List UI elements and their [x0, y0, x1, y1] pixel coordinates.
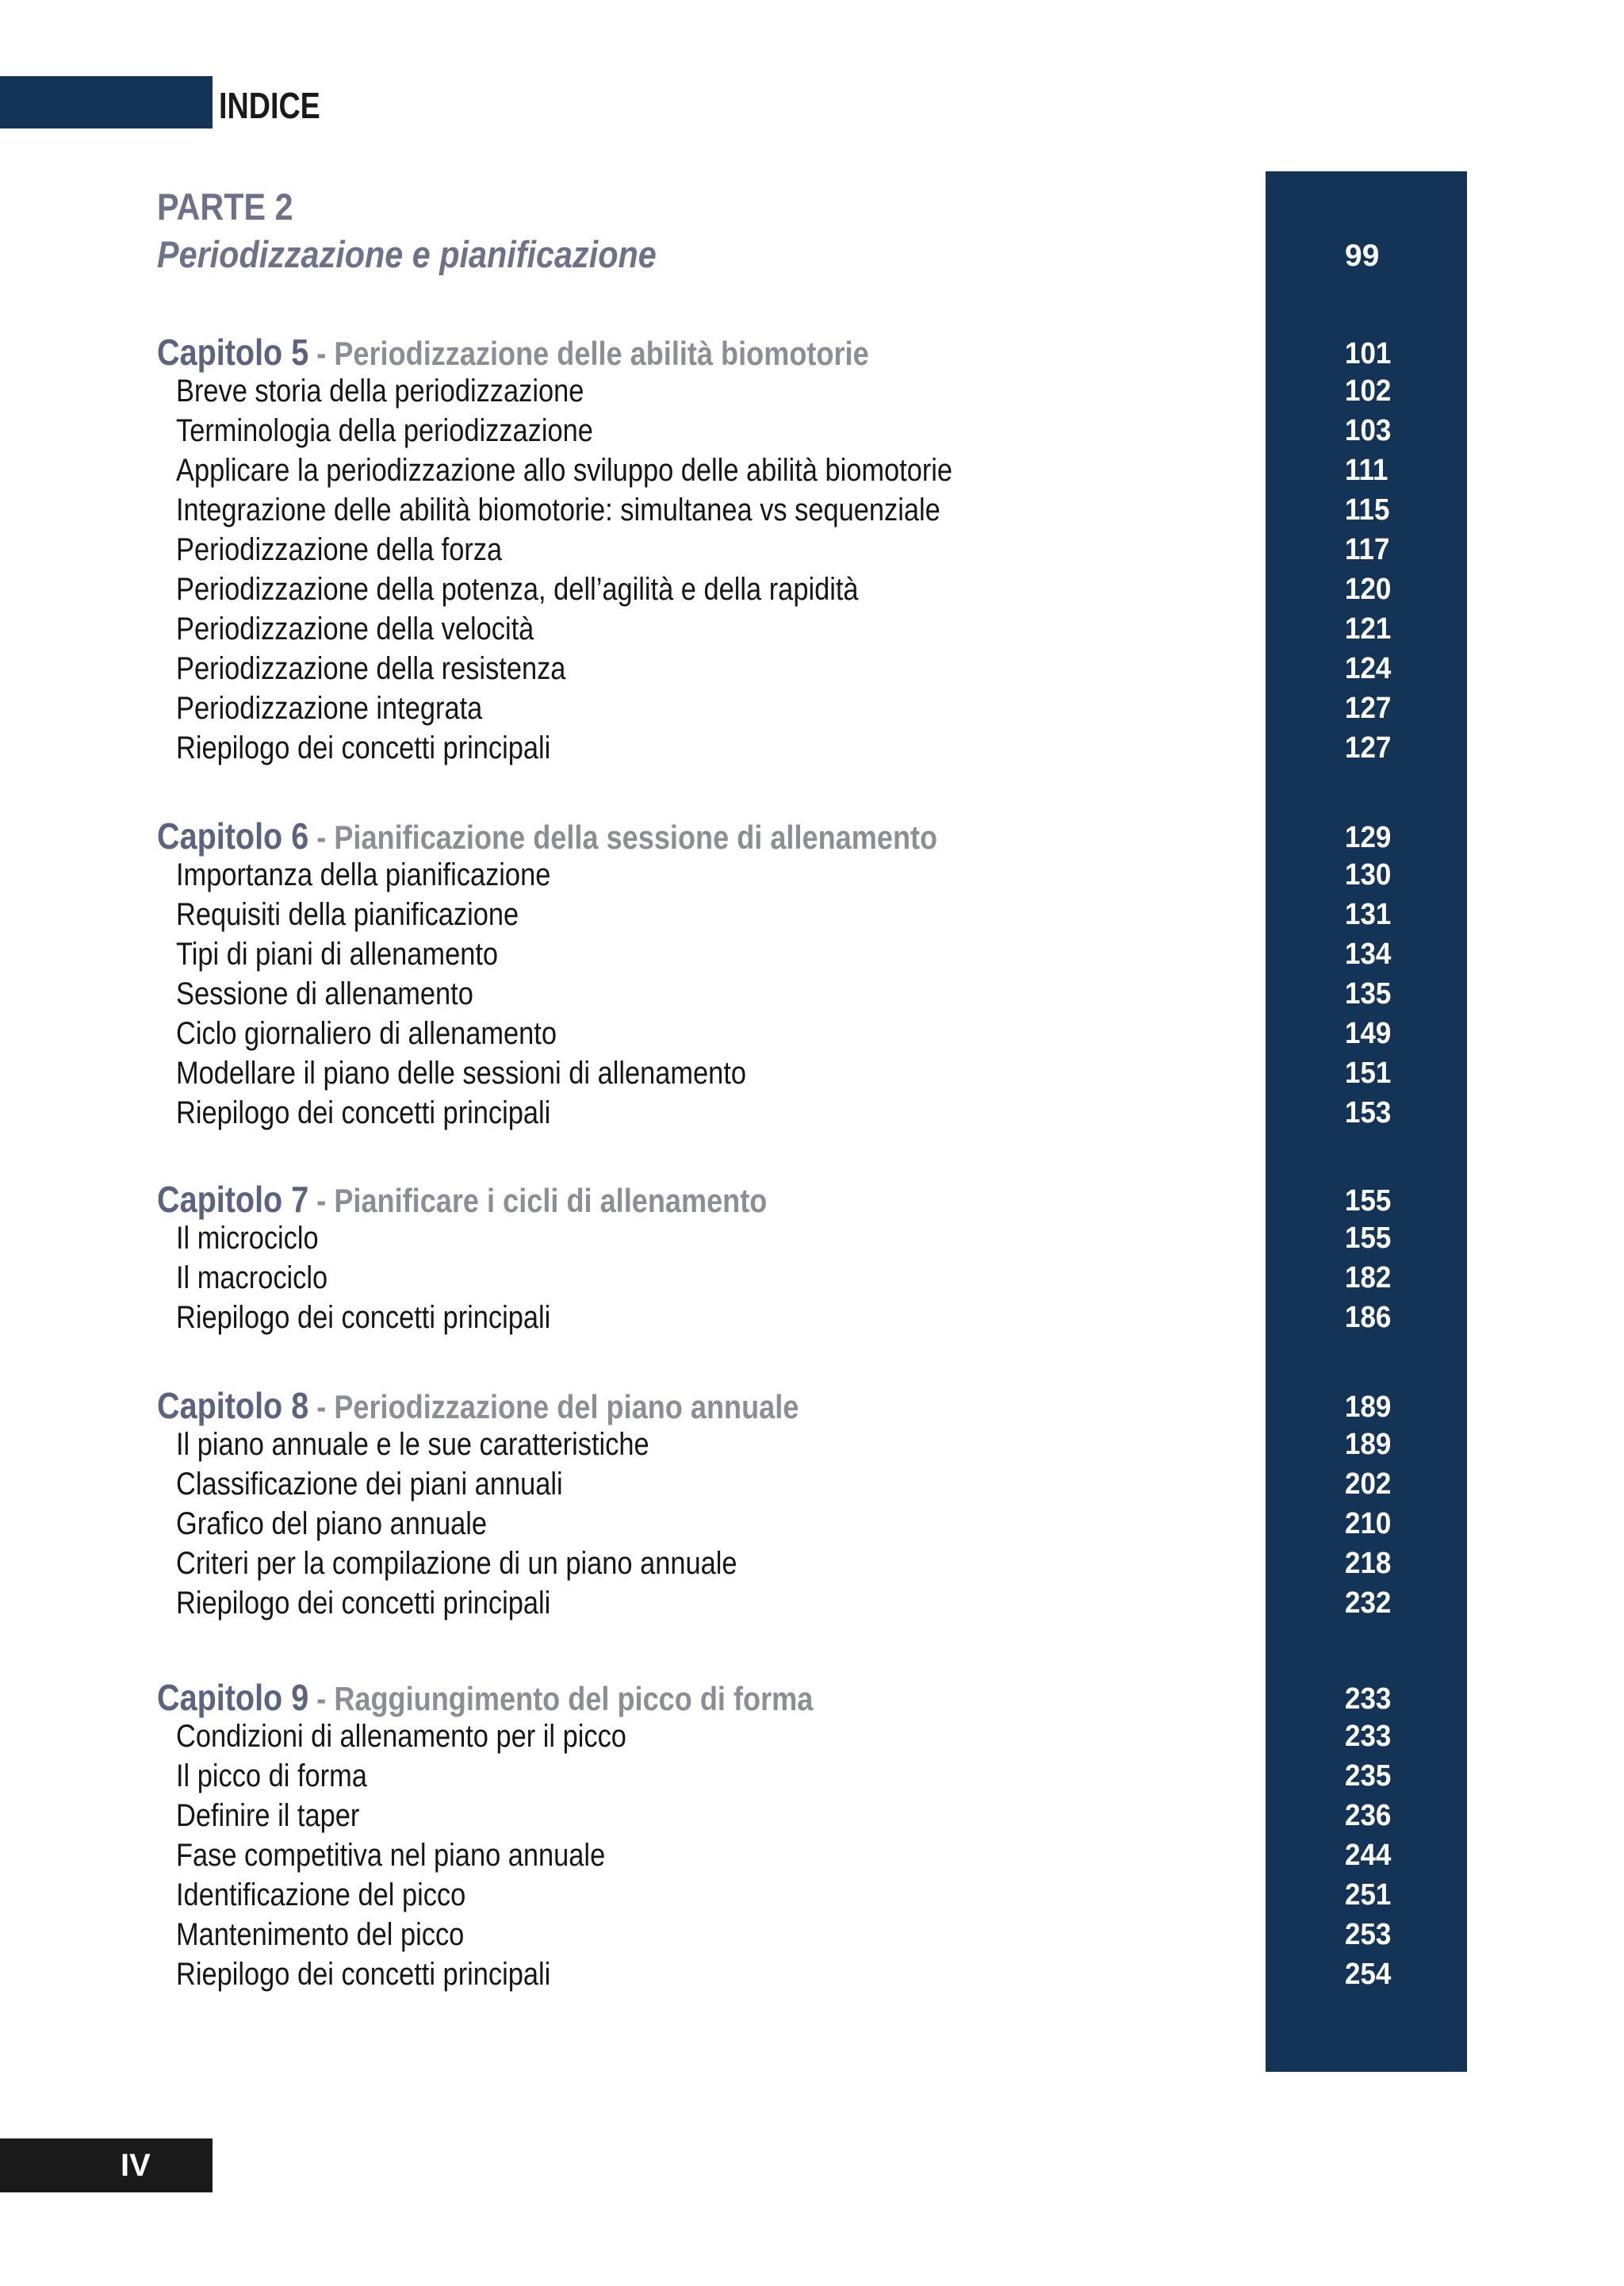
header-accent-bar	[0, 76, 213, 128]
toc-entry[interactable]	[0, 1093, 1624, 1133]
toc-entry-label: Condizioni di allenamento per il picco	[176, 1719, 626, 1754]
toc-entry-page: 232	[1345, 1586, 1392, 1620]
chapter-heading	[157, 1177, 767, 1223]
toc-entry[interactable]	[0, 1258, 1624, 1298]
toc-entry[interactable]	[0, 1014, 1624, 1053]
chapter-page-number: 155	[1345, 1184, 1392, 1218]
toc-entry-label: Importanza della pianificazione	[176, 857, 551, 892]
toc-entry-label: Grafico del piano annuale	[176, 1506, 488, 1541]
chapter-title: Periodizzazione delle abilità biomotorie	[334, 335, 869, 372]
toc-entry[interactable]	[0, 451, 1624, 490]
toc-entry-label: Sessione di allenamento	[176, 976, 473, 1011]
chapter-title: Periodizzazione del piano annuale	[334, 1388, 799, 1425]
chapter-number: Capitolo 9	[157, 1677, 309, 1718]
part-label: PARTE 2	[157, 186, 293, 228]
toc-entry[interactable]	[0, 1835, 1624, 1875]
toc-entry-label: Riepilogo dei concetti principali	[176, 1300, 551, 1335]
toc-entry-label: Classificazione dei piani annuali	[176, 1467, 563, 1502]
section-title: INDICE	[219, 85, 320, 126]
toc-entry-page: 111	[1345, 454, 1388, 487]
toc-entry-page: 189	[1345, 1428, 1392, 1461]
toc-entry-page: 186	[1345, 1301, 1392, 1334]
toc-entry-page: 244	[1345, 1839, 1392, 1872]
toc-entry-label: Periodizzazione della resistenza	[176, 651, 566, 686]
toc-entry[interactable]	[0, 688, 1624, 728]
chapter-separator: -	[308, 335, 335, 372]
chapter-separator: -	[308, 1680, 335, 1717]
chapter-page-number: 233	[1345, 1682, 1392, 1716]
chapter-number: Capitolo 5	[157, 332, 309, 373]
toc-entry-label: Definire il taper	[176, 1798, 360, 1833]
toc-entry-page: 131	[1345, 898, 1392, 931]
chapter-row[interactable]	[0, 1383, 1624, 1426]
toc-entry[interactable]	[0, 1583, 1624, 1623]
chapter-title: Pianificazione della sessione di allenamento	[334, 819, 938, 856]
toc-entry-label: Fase competitiva nel piano annuale	[176, 1838, 606, 1873]
toc-entry-page: 149	[1345, 1017, 1392, 1050]
toc-entry-page: 182	[1345, 1261, 1392, 1295]
toc-entry-label: Il picco di forma	[176, 1759, 367, 1793]
chapter-row[interactable]	[0, 814, 1624, 857]
toc-entry-label: Integrazione delle abilità biomotorie: simultanea vs sequenziale	[176, 493, 940, 527]
toc-entry-page: 251	[1345, 1878, 1392, 1912]
toc-entry-page: 233	[1345, 1720, 1392, 1753]
chapter-heading	[157, 330, 869, 376]
toc-entry-label: Mantenimento del picco	[176, 1917, 465, 1952]
toc-entry-page: 254	[1345, 1958, 1392, 1991]
toc-entry-label: Requisiti della pianificazione	[176, 897, 519, 932]
chapter-separator: -	[308, 1182, 335, 1219]
toc-entry-page: 103	[1345, 414, 1392, 447]
toc-entry[interactable]	[0, 1875, 1624, 1915]
toc-entry-page: 117	[1345, 533, 1390, 566]
toc-entry[interactable]	[0, 371, 1624, 411]
toc-entry-page: 127	[1345, 731, 1392, 765]
toc-entry-page: 135	[1345, 977, 1392, 1011]
toc-entry-label: Il piano annuale e le sue caratteristiche	[176, 1427, 649, 1462]
toc-entry[interactable]	[0, 1053, 1624, 1093]
toc-entry[interactable]	[0, 1954, 1624, 1994]
toc-entry-page: 134	[1345, 938, 1392, 971]
toc-entry-label: Periodizzazione della velocità	[176, 612, 534, 646]
toc-entry[interactable]	[0, 934, 1624, 974]
toc-entry-label: Applicare la periodizzazione allo sviluppo delle abilità biomotorie	[176, 453, 953, 488]
toc-entry-label: Il macrociclo	[176, 1260, 328, 1295]
toc-entry[interactable]	[0, 1464, 1624, 1504]
toc-entry-label: Ciclo giornaliero di allenamento	[176, 1016, 557, 1051]
toc-entry-label: Breve storia della periodizzazione	[176, 374, 584, 408]
toc-entry-page: 115	[1345, 493, 1390, 527]
chapter-title: Raggiungimento del picco di forma	[334, 1680, 814, 1717]
part-page-number: 99	[1345, 239, 1380, 273]
toc-entry[interactable]	[0, 1915, 1624, 1954]
chapter-separator: -	[308, 1388, 335, 1425]
chapter-number: Capitolo 8	[157, 1385, 309, 1426]
toc-entry[interactable]	[0, 1298, 1624, 1337]
chapter-page-number: 189	[1345, 1390, 1392, 1424]
toc-entry-page: 130	[1345, 858, 1392, 892]
toc-entry[interactable]	[0, 895, 1624, 934]
toc-entry[interactable]	[0, 530, 1624, 570]
toc-entry-page: 121	[1345, 612, 1392, 646]
toc-entry-page: 202	[1345, 1467, 1392, 1501]
toc-entry-label: Riepilogo dei concetti principali	[176, 1586, 551, 1621]
chapter-row[interactable]	[0, 1675, 1624, 1718]
chapter-page-number: 129	[1345, 821, 1392, 854]
toc-entry-label: Identificazione del picco	[176, 1878, 466, 1912]
toc-entry[interactable]	[0, 1756, 1624, 1796]
chapter-row[interactable]	[0, 330, 1624, 373]
toc-entry[interactable]	[0, 490, 1624, 530]
toc-entry-label: Periodizzazione integrata	[176, 691, 483, 726]
toc-entry[interactable]	[0, 1716, 1624, 1756]
toc-entry-page: 155	[1345, 1222, 1392, 1255]
toc-entry-page: 120	[1345, 573, 1392, 606]
chapter-title: Pianificare i cicli di allenamento	[334, 1182, 768, 1219]
toc-entry-page: 151	[1345, 1057, 1392, 1090]
page-number-roman: IV	[121, 2148, 151, 2183]
chapter-number: Capitolo 7	[157, 1179, 309, 1220]
toc-entry-page: 235	[1345, 1759, 1392, 1793]
toc-entry-label: Terminologia della periodizzazione	[176, 413, 593, 448]
toc-entry[interactable]	[0, 570, 1624, 609]
chapter-number: Capitolo 6	[157, 815, 309, 857]
chapter-heading	[157, 1383, 799, 1429]
toc-entry[interactable]	[0, 411, 1624, 451]
toc-entry[interactable]	[0, 1504, 1624, 1544]
toc-entry[interactable]	[0, 609, 1624, 649]
toc-entry-label: Tipi di piani di allenamento	[176, 937, 499, 972]
toc-entry-label: Riepilogo dei concetti principali	[176, 731, 551, 765]
toc-entry-page: 218	[1345, 1547, 1392, 1580]
toc-entry-label: Criteri per la compilazione di un piano annuale	[176, 1546, 737, 1581]
toc-entry[interactable]	[0, 1544, 1624, 1583]
chapter-row[interactable]	[0, 1177, 1624, 1220]
footer-bar	[0, 2138, 213, 2192]
toc-entry-label: Il microciclo	[176, 1221, 319, 1256]
toc-entry-label: Modellare il piano delle sessioni di allenamento	[176, 1056, 747, 1091]
toc-entry-page: 102	[1345, 374, 1392, 408]
toc-entry[interactable]	[0, 728, 1624, 768]
toc-entry[interactable]	[0, 1796, 1624, 1835]
toc-entry[interactable]	[0, 974, 1624, 1014]
toc-entry-label: Riepilogo dei concetti principali	[176, 1957, 551, 1992]
toc-entry-page: 124	[1345, 652, 1392, 685]
toc-entry-page: 153	[1345, 1096, 1392, 1130]
toc-entry-label: Riepilogo dei concetti principali	[176, 1095, 551, 1130]
toc-entry-page: 253	[1345, 1918, 1392, 1951]
toc-entry[interactable]	[0, 1218, 1624, 1258]
chapter-page-number: 101	[1345, 337, 1392, 370]
chapter-heading	[157, 814, 937, 860]
toc-entry-page: 236	[1345, 1799, 1392, 1832]
toc-entry[interactable]	[0, 649, 1624, 688]
chapter-separator: -	[308, 819, 335, 856]
toc-entry-label: Periodizzazione della potenza, dell’agilità e della rapidità	[176, 572, 859, 607]
chapter-heading	[157, 1675, 813, 1721]
toc-entry-page: 210	[1345, 1507, 1392, 1540]
toc-entry[interactable]	[0, 855, 1624, 895]
toc-entry-label: Periodizzazione della forza	[176, 532, 503, 567]
part-subtitle: Periodizzazione e pianificazione	[157, 233, 657, 275]
toc-entry-page: 127	[1345, 692, 1392, 725]
toc-entry[interactable]	[0, 1425, 1624, 1464]
